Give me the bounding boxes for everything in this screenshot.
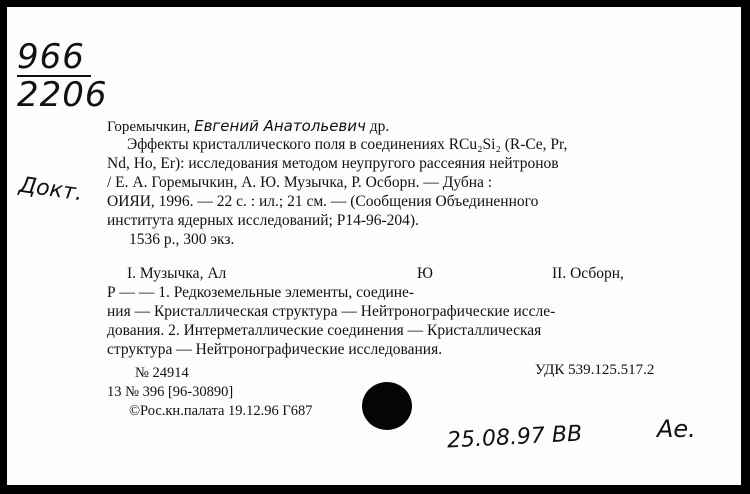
handwritten-initials: Ae. bbox=[657, 415, 696, 443]
call-number bbox=[17, 39, 108, 113]
tracing-line-4: дования. 2. Интерметаллические соединения — Кристаллическая bbox=[107, 322, 542, 339]
call-number-line1: 966 bbox=[17, 39, 91, 77]
author-handwritten-name: Евгений Анатольевич bbox=[194, 117, 366, 135]
description-line-4: ОИЯИ, 1996. — 22 с. : ил.; 21 см. — (Сообщения Объединенного bbox=[107, 193, 539, 210]
registry-number: № 24914 bbox=[135, 365, 189, 381]
handwritten-side-note: Докт. bbox=[17, 172, 85, 207]
description-line-5: института ядерных исследований; Р14-96-204). bbox=[107, 212, 419, 229]
price-line: 1536 р., 300 экз. bbox=[129, 231, 235, 248]
description-line-2: Nd, Ho, Er): исследования методом неупругого рассеяния нейтронов bbox=[107, 155, 559, 172]
udk-code: УДК 539.125.517.2 bbox=[535, 362, 655, 378]
tracing-line-1b: Ю bbox=[417, 265, 433, 282]
tracing-line-2: Р — — 1. Редкоземельные элементы, соедине- bbox=[107, 284, 415, 301]
tracing-line-3: ния — Кристаллическая структура — Нейтронографические иссле- bbox=[107, 303, 556, 320]
author-suffix: др. bbox=[369, 118, 390, 135]
tracing-line-5: структура — Нейтронографические исследования. bbox=[107, 341, 443, 358]
call-number-line2: 2206 bbox=[17, 75, 108, 115]
registry-line-3: ©Рос.кн.палата 19.12.96 Г687 bbox=[129, 403, 313, 419]
tracing-line-1a: I. Музычка, Ал bbox=[127, 265, 227, 282]
author-line bbox=[107, 117, 389, 136]
handwritten-date: 25.08.97 ВВ bbox=[446, 421, 583, 454]
tracing-line-1c: II. Осборн, bbox=[552, 265, 624, 282]
description-line-1: Эффекты кристаллического поля в соединениях RCu₂Si₂ (R-Ce, Pr, bbox=[127, 136, 568, 153]
description-line-3: / Е. А. Горемычкин, А. Ю. Музычка, Р. Осборн. — Дубна : bbox=[107, 174, 493, 191]
ink-blot bbox=[362, 382, 412, 430]
catalog-card bbox=[7, 7, 741, 485]
author-surname: Горемычкин, bbox=[107, 119, 191, 135]
registry-line-2: 13 № 396 [96-30890] bbox=[107, 384, 234, 400]
